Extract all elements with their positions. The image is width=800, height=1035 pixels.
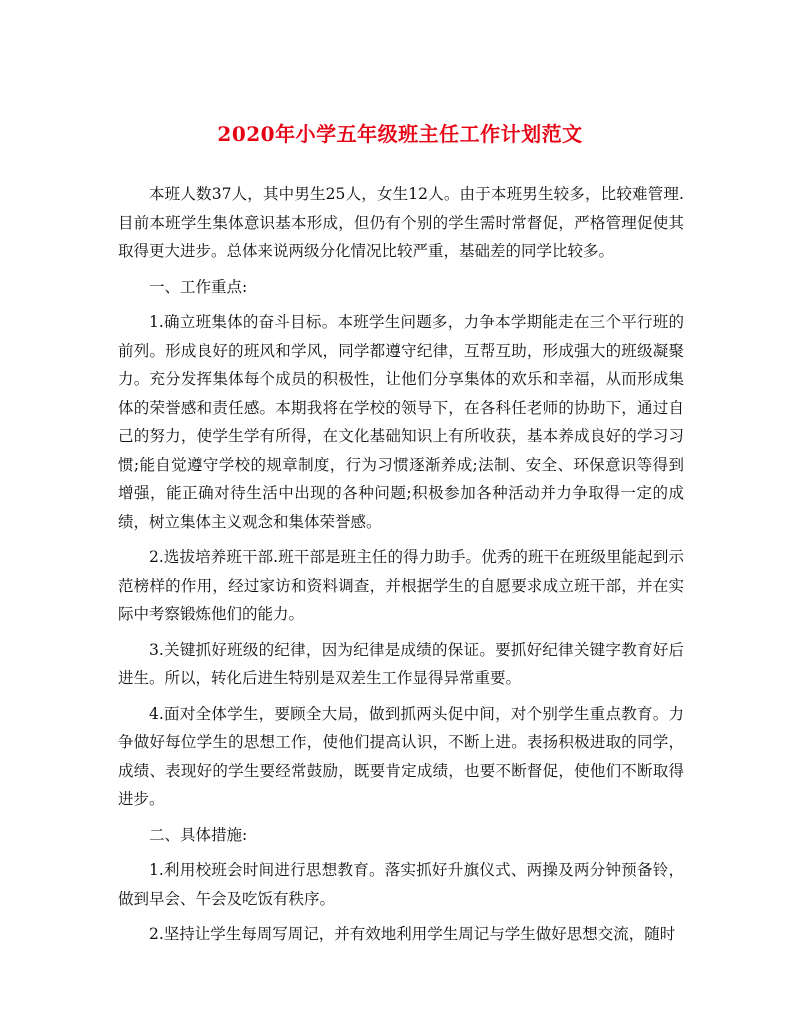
document-body bbox=[118, 180, 684, 956]
paragraph-focus-1: 1.确立班集体的奋斗目标。本班学生问题多，力争本学期能走在三个平行班的前列。形成良好的班风和学风，同学都遵守纪律，互帮互助，形成强大的班级凝聚力。充分发挥集体每个成员的积极性，让他们分享集体的欢乐和幸福，从而形成集体的荣誉感和责任感。本期我将在学校的领导下，在各科任老师的协助下，通过自己的努力，使学生学有所得，在文化基础知识上有所收获，基本养成良好的学习习惯;能自觉遵守学校的规章制度，行为习惯逐渐养成;法制、安全、环保意识等得到增强，能正确对待生活中出现的各种问题;积极参加各种活动并力争取得一定的成绩，树立集体主义观念和集体荣誉感。 bbox=[118, 313, 684, 531]
document-title: 2020年小学五年级班主任工作计划范文 bbox=[217, 122, 583, 146]
section-heading-measures: 二、具体措施: bbox=[149, 825, 248, 844]
paragraph-intro: 本班人数37人，其中男生25人，女生12人。由于本班男生较多，比较难管理.目前本班学生集体意识基本形成，但仍有个别的学生需时常督促，严格管理促使其取得更大进步。总体来说两级分化情况比较严重，基础差的同学比较多。 bbox=[118, 185, 684, 260]
paragraph-focus-2: 2.选拔培养班干部.班干部是班主任的得力助手。优秀的班干在班级里能起到示范榜样的作用，经过家访和资料调查，并根据学生的自愿要求成立班干部，并在实际中考察锻炼他们的能力。 bbox=[118, 548, 684, 623]
paragraph-focus-4: 4.面对全体学生，要顾全大局，做到抓两头促中间，对个别学生重点教育。力争做好每位学生的思想工作，使他们提高认识，不断上进。表扬积极进取的同学，成绩、表现好的学生要经常鼓励，既要肯定成绩，也要不断督促，使他们不断取得进步。 bbox=[118, 704, 684, 808]
paragraph-measure-2: 2.坚持让学生每周写周记，并有效地利用学生周记与学生做好思想交流，随时 bbox=[149, 925, 676, 943]
section-heading-work-focus: 一、工作重点: bbox=[149, 277, 248, 296]
paragraph-focus-3: 3.关键抓好班级的纪律，因为纪律是成绩的保证。要抓好纪律关键字教育好后进生。所以，转化后进生特别是双差生工作显得异常重要。 bbox=[118, 640, 684, 687]
paragraph-measure-1: 1.利用校班会时间进行思想教育。落实抓好升旗仪式、两操及两分钟预备铃，做到早会、午会及吃饭有秩序。 bbox=[118, 861, 684, 908]
